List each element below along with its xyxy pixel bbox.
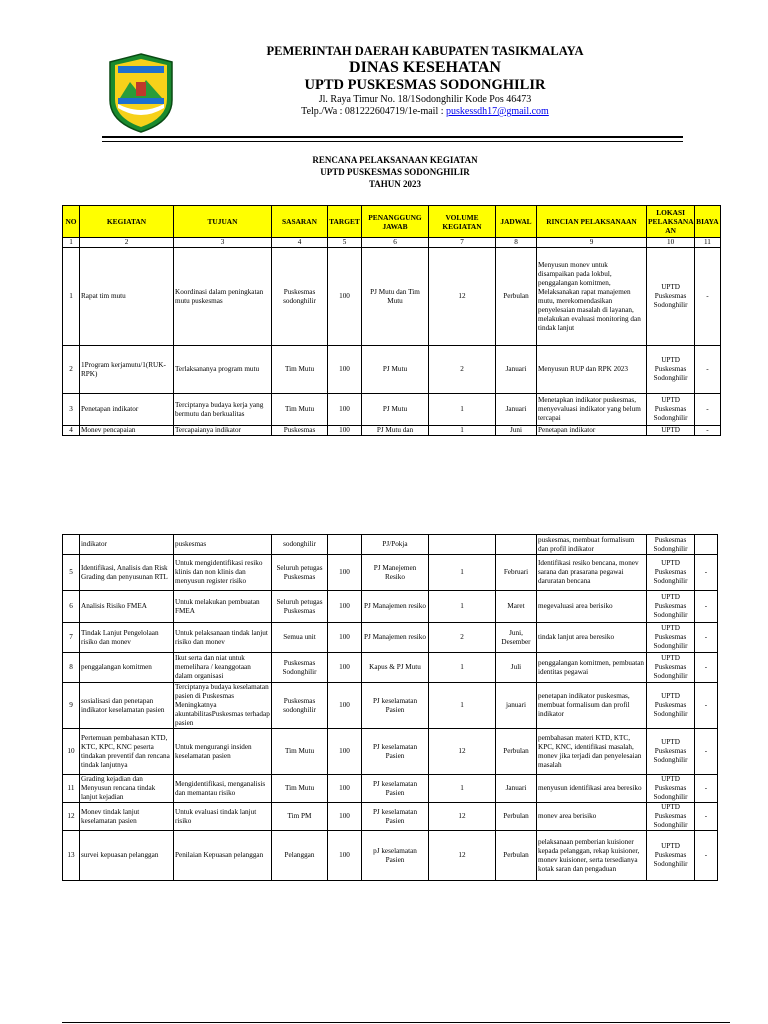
cell-penanggung-jawab: PJ/Pokja	[362, 535, 429, 555]
cell-volume: 1	[429, 653, 496, 683]
cell-target: 100	[328, 426, 362, 436]
cell-rincian: tindak lanjut area beresiko	[537, 623, 647, 653]
cell-volume: 1	[429, 426, 496, 436]
cell-kegiatan: Rapat tim mutu	[80, 248, 174, 346]
cell-biaya: -	[695, 426, 720, 436]
contact-line	[195, 106, 655, 118]
table-row	[63, 831, 718, 881]
cell-tujuan: Mengidentifikasi, menganalisis dan memantau risiko	[174, 775, 272, 803]
cell-volume: 1	[429, 394, 496, 426]
cell-target: 100	[328, 729, 362, 775]
cell-no: 7	[63, 623, 80, 653]
address: Jl. Raya Timur No. 18/1Sodonghilir Kode Pos 46473	[318, 94, 532, 105]
contact-prefix: Telp./Wa : 081222604719/1e-mail :	[301, 106, 447, 117]
column-header: SASARAN	[272, 206, 328, 238]
cell-rincian: penggalangan komitmen, pembuatan identitas pegawai	[537, 653, 647, 683]
table-row	[63, 653, 718, 683]
cell-no: 4	[63, 426, 80, 436]
cell-penanggung-jawab: PJ Manejemen Resiko	[362, 555, 429, 591]
cell-kegiatan: Pertemuan pembahasan KTD, KTC, KPC, KNC peserta tindakan preventif dan rencana tindak lanjutnya	[80, 729, 174, 775]
cell-jadwal: januari	[496, 683, 537, 729]
cell-penanggung-jawab: pJ keselamatan Pasien	[362, 831, 429, 881]
activity-table-page-1	[62, 205, 721, 436]
kabupaten-logo	[106, 52, 176, 134]
table-row	[63, 803, 718, 831]
cell-biaya: -	[695, 683, 718, 729]
cell-target: 100	[328, 683, 362, 729]
table-header-row	[63, 206, 721, 238]
cell-jadwal: Juni	[496, 426, 537, 436]
cell-jadwal: Januari	[496, 346, 537, 394]
table-row	[63, 591, 718, 623]
cell-biaya: -	[695, 591, 718, 623]
cell-biaya: -	[695, 248, 720, 346]
cell-biaya: -	[695, 653, 718, 683]
cell-target: 100	[328, 394, 362, 426]
cell-sasaran: Puskesmas sodonghilir	[272, 683, 328, 729]
cell-biaya: -	[695, 394, 720, 426]
cell-volume: 1	[429, 775, 496, 803]
cell-target: 100	[328, 623, 362, 653]
table-row	[63, 775, 718, 803]
page-bottom-rule	[62, 1022, 730, 1023]
column-header: VOLUME KEGIATAN	[429, 206, 496, 238]
cell-jadwal: Perbulan	[496, 729, 537, 775]
cell-no: 13	[63, 831, 80, 881]
cell-kegiatan: survei kepuasan pelanggan	[80, 831, 174, 881]
cell-lokasi: UPTD Puskesmas Sodonghilir	[647, 394, 695, 426]
column-number: 5	[328, 238, 362, 248]
table-row	[63, 426, 721, 436]
table-row	[63, 535, 718, 555]
cell-no: 11	[63, 775, 80, 803]
cell-kegiatan: Grading kejadian dan Menyusun rencana tindak lanjut kejadian	[80, 775, 174, 803]
cell-target: 100	[328, 248, 362, 346]
column-number: 4	[272, 238, 328, 248]
cell-penanggung-jawab: PJ Mutu	[362, 394, 429, 426]
cell-biaya: -	[695, 831, 718, 881]
cell-sasaran: Tim Mutu	[272, 394, 328, 426]
cell-lokasi: Puskesmas Sodonghilir	[647, 535, 695, 555]
cell-volume: 12	[429, 248, 496, 346]
cell-kegiatan: Penetapan indikator	[80, 394, 174, 426]
cell-biaya: -	[695, 555, 718, 591]
cell-target: 100	[328, 591, 362, 623]
cell-tujuan: Tercapaianya indikator	[174, 426, 272, 436]
column-number: 9	[537, 238, 647, 248]
cell-sasaran: sodonghilir	[272, 535, 328, 555]
cell-no: 6	[63, 591, 80, 623]
letterhead	[195, 44, 655, 118]
cell-jadwal: Februari	[496, 555, 537, 591]
cell-sasaran: Pelanggan	[272, 831, 328, 881]
cell-sasaran: Semua unit	[272, 623, 328, 653]
cell-lokasi: UPTD Puskesmas Sodonghilir	[647, 346, 695, 394]
title-line-3: TAHUN 2023	[368, 179, 422, 189]
cell-volume: 1	[429, 591, 496, 623]
table-row	[63, 555, 718, 591]
cell-volume: 12	[429, 803, 496, 831]
cell-rincian: Identifikasi resiko bencana, monev sarana dan prasarana pegawai daruratan bencana	[537, 555, 647, 591]
cell-rincian: puskesmas, membuat formalisum dan profil indikator	[537, 535, 647, 555]
cell-tujuan: Untuk mengidentifikasi resiko klinis dan non klinis dan menyusun register risiko	[174, 555, 272, 591]
cell-no: 8	[63, 653, 80, 683]
cell-tujuan: puskesmas	[174, 535, 272, 555]
cell-tujuan: Terciptanya budaya keselamatan pasien di Puskesmas Meningkatnya akuntabilitasPuskesmas terhadap pasien	[175, 683, 270, 727]
cell-target: 100	[328, 346, 362, 394]
column-number: 11	[695, 238, 720, 248]
cell-kegiatan: Monev pencapaian	[80, 426, 174, 436]
cell-volume: 2	[429, 623, 496, 653]
column-number: 2	[80, 238, 174, 248]
cell-tujuan: Terlaksananya program mutu	[174, 346, 272, 394]
cell-tujuan: Koordinasi dalam peningkatan mutu puskesmas	[174, 248, 272, 346]
cell-sasaran: Tim PM	[272, 803, 328, 831]
cell-penanggung-jawab: PJ keselamatan Pasien	[362, 729, 429, 775]
cell-penanggung-jawab: PJ Mutu	[362, 346, 429, 394]
cell-no: 3	[63, 394, 80, 426]
table-row	[63, 623, 718, 653]
cell-lokasi: UPTD Puskesmas Sodonghilir	[647, 623, 695, 653]
cell-jadwal: Januari	[496, 775, 537, 803]
column-number-row	[63, 238, 721, 248]
cell-volume: 1	[429, 683, 496, 729]
cell-sasaran: Puskesmas	[272, 426, 328, 436]
cell-target: 100	[328, 555, 362, 591]
cell-rincian: Menyusun monev untuk disampaikan pada lokbul, penggalangan komitmen, Melaksanakan rapat manajemen mutu, merekomendasikan penyelesaian masalah di layanan, melakukan evaluasi monitoring dan tindak lanjut	[537, 248, 647, 346]
cell-biaya	[695, 535, 718, 555]
cell-biaya: -	[695, 729, 718, 775]
cell-penanggung-jawab: PJ Mutu dan Tim Mutu	[362, 248, 429, 346]
cell-no: 12	[63, 803, 80, 831]
column-header: JADWAL	[496, 206, 537, 238]
cell-lokasi: UPTD Puskesmas Sodonghilir	[647, 729, 695, 775]
cell-rincian: Menetapkan indikator puskesmas, menyevaluasi indikator yang belum tercapai	[537, 394, 647, 426]
letterhead-rule-thin	[102, 141, 683, 142]
cell-sasaran: Tim Mutu	[272, 729, 328, 775]
cell-sasaran: Puskesmas sodonghilir	[272, 248, 328, 346]
cell-sasaran: Puskesmas Sodonghilir	[272, 653, 328, 683]
column-header: RINCIAN PELAKSANAAN	[537, 206, 647, 238]
cell-sasaran: Tim Mutu	[272, 775, 328, 803]
cell-penanggung-jawab: PJ Mutu dan	[362, 426, 429, 436]
cell-volume	[429, 535, 496, 555]
cell-jadwal: Juni, Desember	[496, 623, 537, 653]
cell-no: 9	[63, 683, 80, 729]
cell-jadwal: Juli	[496, 653, 537, 683]
email-link[interactable]: puskessdh17@gmail.com	[446, 106, 549, 117]
cell-penanggung-jawab: PJ Manajemen resiko	[362, 623, 429, 653]
cell-rincian: menyusun identifikasi area beresiko	[537, 775, 647, 803]
cell-kegiatan: Identifikasi, Analisis dan Risk Grading dan penyusunan RTL	[80, 555, 174, 591]
cell-rincian: Penetapan indikator	[537, 426, 647, 436]
table-row	[63, 346, 721, 394]
column-header: BIAYA	[695, 206, 720, 238]
cell-tujuan: Untuk mengurangi insiden keselamatan pasien	[174, 729, 272, 775]
cell-jadwal: Perbulan	[496, 831, 537, 881]
cell-sasaran: Tim Mutu	[272, 346, 328, 394]
unit-name: UPTD PUSKESMAS SODONGHILIR	[304, 77, 546, 93]
cell-no: 10	[63, 729, 80, 775]
table-row	[63, 248, 721, 346]
cell-biaya: -	[695, 803, 718, 831]
activity-table-page-2	[62, 534, 718, 881]
cell-jadwal	[496, 535, 537, 555]
cell-jadwal: Perbulan	[496, 248, 537, 346]
cell-biaya: -	[695, 775, 718, 803]
cell-penanggung-jawab: PJ keselamatan Pasien	[362, 775, 429, 803]
column-header: LOKASI PELAKSANA AN	[647, 206, 695, 238]
cell-lokasi: UPTD Puskesmas Sodonghilir	[647, 555, 695, 591]
cell-kegiatan: Monev tindak lanjut keselamatan pasien	[80, 803, 174, 831]
cell-lokasi: UPTD Puskesmas Sodonghilir	[647, 803, 695, 831]
cell-tujuan: Ikut serta dan niat untuk memelihara / keanggotaan dalam organisasi	[174, 653, 272, 683]
cell-rincian: megevaluasi area berisiko	[537, 591, 647, 623]
cell-biaya: -	[695, 623, 718, 653]
cell-volume: 12	[429, 729, 496, 775]
cell-tujuan: Terciptanya budaya kerja yang bermutu dan berkualitas	[174, 394, 272, 426]
cell-lokasi: UPTD Puskesmas Sodonghilir	[647, 831, 695, 881]
cell-rincian: monev area berisiko	[537, 803, 647, 831]
government-name: PEMERINTAH DAERAH KABUPATEN TASIKMALAYA	[266, 44, 584, 58]
cell-kegiatan: Tindak Lanjut Pengelolaan risiko dan monev	[80, 623, 174, 653]
cell-target: 100	[328, 831, 362, 881]
cell-target: 100	[328, 803, 362, 831]
cell-no: 2	[63, 346, 80, 394]
column-number: 3	[174, 238, 272, 248]
title-line-2: UPTD PUSKESMAS SODONGHILIR	[320, 167, 470, 177]
table-row	[63, 729, 718, 775]
column-number: 8	[496, 238, 537, 248]
table-row	[63, 394, 721, 426]
cell-tujuan: Untuk evaluasi tindak lanjut risiko	[174, 803, 272, 831]
column-number: 6	[362, 238, 429, 248]
cell-target: 100	[328, 775, 362, 803]
cell-tujuan: Untuk melakukan pembuatan FMEA	[174, 591, 272, 623]
cell-rincian: Menyusun RUP dan RPK 2023	[537, 346, 647, 394]
cell-biaya: -	[695, 346, 720, 394]
table-row	[63, 683, 718, 729]
cell-sasaran: Seluruh petugas Puskesmas	[272, 555, 328, 591]
cell-kegiatan: indikator	[80, 535, 174, 555]
cell-no: 1	[63, 248, 80, 346]
cell-no: 5	[63, 555, 80, 591]
cell-tujuan: Untuk pelaksanaan tindak lanjut risiko dan monev	[174, 623, 272, 653]
column-number: 7	[429, 238, 496, 248]
cell-jadwal: Januari	[496, 394, 537, 426]
cell-lokasi: UPTD Puskesmas Sodonghilir	[647, 653, 695, 683]
cell-jadwal: Maret	[496, 591, 537, 623]
cell-volume: 1	[429, 555, 496, 591]
agency-name: DINAS KESEHATAN	[349, 59, 501, 76]
cell-penanggung-jawab: PJ keselamatan Pasien	[362, 803, 429, 831]
column-header: TARGET	[328, 206, 362, 238]
cell-lokasi: UPTD	[647, 426, 695, 436]
column-header: NO	[63, 206, 80, 238]
cell-volume: 2	[429, 346, 496, 394]
cell-jadwal: Perbulan	[496, 803, 537, 831]
column-number: 1	[63, 238, 80, 248]
cell-target: 100	[328, 653, 362, 683]
cell-lokasi: UPTD Puskesmas Sodonghilir	[647, 248, 695, 346]
document-title	[200, 154, 590, 190]
cell-rincian: pembahasan materi KTD, KTC, KPC, KNC, identifikasi masalah, monev jika terjadi dan penyelesaian masalah	[537, 729, 647, 775]
title-line-1: RENCANA PELAKSANAAN KEGIATAN	[312, 155, 478, 165]
cell-penanggung-jawab: Kapus & PJ Mutu	[362, 653, 429, 683]
column-number: 10	[647, 238, 695, 248]
cell-rincian: pelaksanaan pemberian kuisioner kepada pelanggan, rekap kuisioner, monev kuisioner, serta tersedianya kotak saran dan pengaduan	[537, 831, 647, 881]
cell-lokasi: UPTD Puskesmas Sodonghilir	[647, 683, 695, 729]
cell-volume: 12	[429, 831, 496, 881]
column-header: TUJUAN	[174, 206, 272, 238]
cell-kegiatan: sosialisasi dan penetapan indikator keselamatan pasien	[80, 683, 174, 729]
cell-kegiatan: 1Program kerjamutu/1(RUK- RPK)	[80, 346, 174, 394]
cell-penanggung-jawab: PJ Manajemen resiko	[362, 591, 429, 623]
cell-tujuan: Penilaian Kepuasan pelanggan	[174, 831, 272, 881]
cell-sasaran: Seluruh petugas Puskesmas	[272, 591, 328, 623]
column-header: PENANGGUNG JAWAB	[362, 206, 429, 238]
cell-lokasi: UPTD Puskesmas Sodonghilir	[647, 591, 695, 623]
column-header: KEGIATAN	[80, 206, 174, 238]
letterhead-rule-thick	[102, 136, 683, 138]
cell-rincian: penetapan indikator puskesmas, membuat formalisum dan profil indikator	[537, 683, 647, 729]
cell-target	[328, 535, 362, 555]
cell-no	[63, 535, 80, 555]
cell-lokasi: UPTD Puskesmas Sodonghilir	[647, 775, 695, 803]
cell-penanggung-jawab: PJ keselamatan Pasien	[362, 683, 429, 729]
cell-kegiatan: penggalangan komitmen	[80, 653, 174, 683]
cell-kegiatan: Analisis Risiko FMEA	[80, 591, 174, 623]
